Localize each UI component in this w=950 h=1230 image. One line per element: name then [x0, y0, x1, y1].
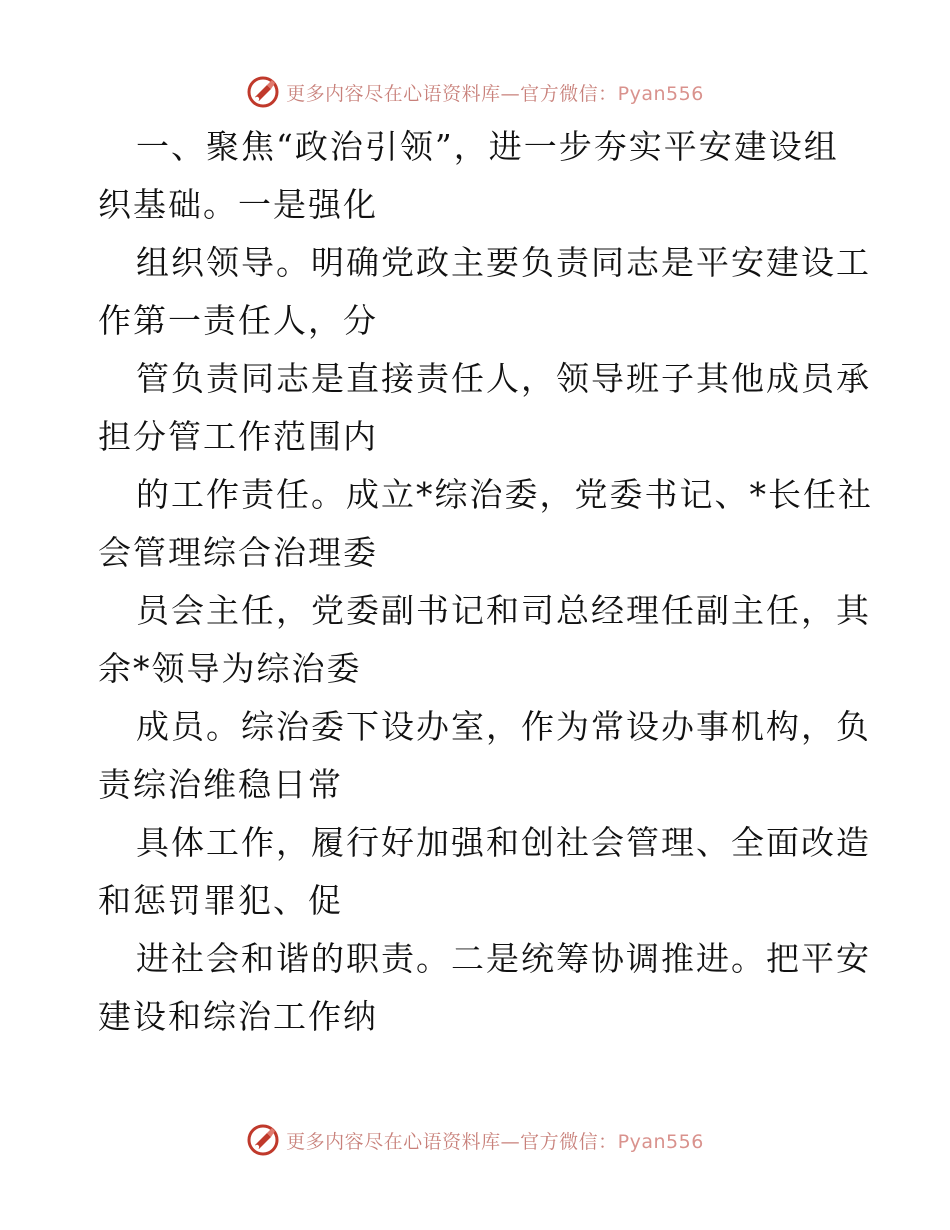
banner-text: 更多内容尽在心语资料库—官方微信： [286, 82, 618, 105]
text-line: 进社会和谐的职责。二是统筹协调推进。把平安 [136, 939, 871, 978]
wechat-id: Pyan556 [617, 82, 704, 105]
text-line: 担分管工作范围内 [98, 417, 378, 456]
text-line: 和惩罚罪犯、促 [98, 881, 343, 920]
text-line: 组织领导。明确党政主要负责同志是平安建设工 [136, 243, 871, 282]
text-line: 管负责同志是直接责任人，领导班子其他成员承 [136, 359, 871, 398]
document-body [98, 118, 873, 1046]
text-line: 一、聚焦“政治引领”，进一步夯实平安建设组 [136, 127, 839, 166]
text-line: 织基础。一是强化 [98, 185, 378, 224]
footer-banner[interactable] [0, 1120, 950, 1160]
wechat-id: Pyan556 [617, 1130, 704, 1153]
text-line: 的工作责任。成立*综治委，党委书记、*长任社 [136, 475, 873, 514]
text-line: 责综治维稳日常 [98, 765, 343, 804]
logo-icon [246, 75, 280, 109]
text-line: 建设和综治工作纳 [98, 997, 378, 1036]
text-line: 成员。综治委下设办室，作为常设办事机构，负 [136, 707, 871, 746]
banner-text: 更多内容尽在心语资料库—官方微信： [286, 1130, 618, 1153]
text-line: 作第一责任人，分 [98, 301, 378, 340]
text-line: 员会主任，党委副书记和司总经理任副主任，其 [136, 591, 871, 630]
logo-icon [246, 1123, 280, 1157]
text-line: 会管理综合治理委 [98, 533, 378, 572]
header-banner[interactable] [0, 72, 950, 112]
text-line: 余*领导为综治委 [98, 649, 362, 688]
text-line: 具体工作，履行好加强和创社会管理、全面改造 [136, 823, 871, 862]
